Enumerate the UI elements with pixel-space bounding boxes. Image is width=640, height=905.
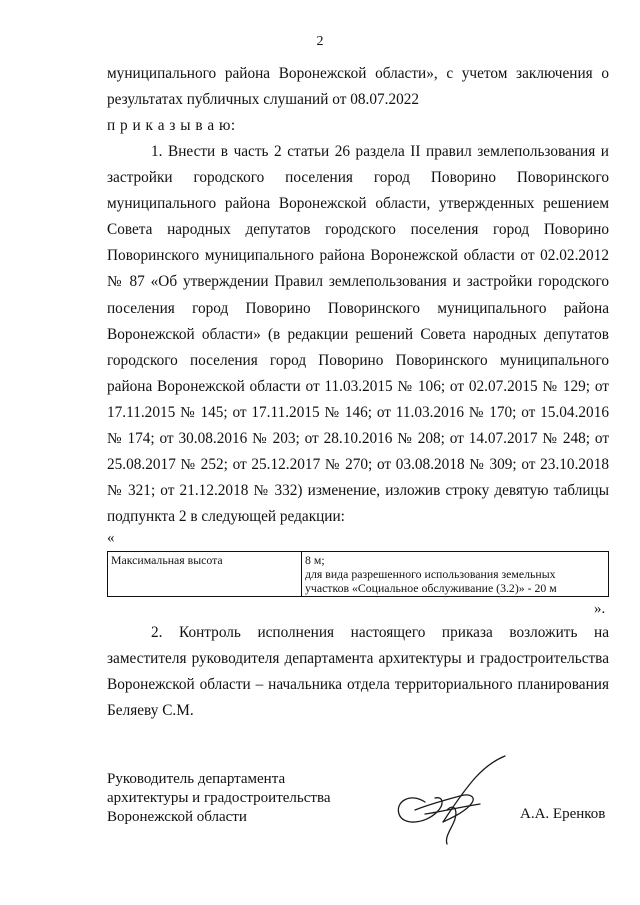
value-line: 8 м; — [305, 553, 325, 567]
text-line: заместителя руководителя департамента архитектуры и градостроительства — [107, 650, 609, 668]
position-line: Руководитель департамента — [107, 771, 286, 787]
item-1-paragraph — [107, 139, 609, 530]
table-row — [108, 552, 609, 597]
text-line: застройки городского поселения город Поворино Поворинского — [107, 169, 609, 187]
text-line: городского поселения город Поворино Поворинского муниципального — [107, 351, 609, 369]
text-line: 17.11.2015 № 145; от 17.11.2015 № 146; от 11.03.2016 № 170; от 15.04.2016 — [107, 403, 609, 421]
text-line: 1. Внести в часть 2 статьи 26 раздела II правил землепользования и — [151, 143, 609, 160]
intro-paragraph — [107, 61, 609, 113]
text-line: № 87 «Об утверждении Правил землепользования и застройки городского — [107, 273, 609, 291]
text-line: Воронежской области – начальника отдела территориального планирования — [107, 676, 609, 694]
value-line: для вида разрешенного использования земельных — [305, 567, 556, 581]
text-line: Воронежской области» (в редакции решений Совета народных депутатов — [107, 325, 609, 343]
signatory-position — [107, 770, 330, 827]
position-line: Воронежской области — [107, 809, 247, 825]
text-line: 25.08.2017 № 252; от 25.12.2017 № 270; от 03.08.2018 № 309; от 23.10.2018 — [107, 456, 609, 474]
position-line: архитектуры и градостроительства — [107, 790, 331, 806]
text-line: результатах публичных слушаний от 08.07.2022 — [107, 91, 420, 109]
handwritten-signature — [385, 752, 515, 847]
text-line: 2. Контроль исполнения настоящего приказа возложить на — [151, 624, 609, 641]
table-cell-label: Максимальная высота — [108, 552, 302, 597]
text-line: Совета народных депутатов городского поселения город Поворино — [107, 221, 609, 239]
table-cell-value — [302, 552, 609, 597]
text-line: № 174; от 30.08.2016 № 203; от 28.10.2016 № 208; от 14.07.2017 № 248; от — [107, 430, 609, 448]
order-word: п р и к а з ы в а ю: — [107, 117, 236, 134]
quote-open: « — [107, 530, 115, 546]
text-line: подпункта 2 в следующей редакции: — [107, 508, 345, 526]
text-line: Беляеву С.М. — [107, 702, 194, 720]
value-line: участков «Социальное обслуживание (3.2)» - 20 м — [305, 581, 557, 595]
height-limits-table — [107, 551, 609, 597]
page-number: 2 — [316, 34, 324, 49]
text-line: района Воронежской области от 11.03.2015 № 106; от 02.07.2015 № 129; от — [107, 377, 609, 395]
text-line: поселения город Поворино Поворинского муниципального района — [107, 299, 609, 317]
text-line: муниципального района Воронежской области», с учетом заключения о — [107, 65, 609, 82]
text-line: муниципального района Воронежской области, утвержденных решением — [107, 195, 609, 213]
quote-close: ». — [594, 601, 606, 617]
text-line: № 321; от 21.12.2018 № 332) изменение, изложив строку девятую таблицы — [107, 482, 609, 500]
signatory-name: А.А. Еренков — [520, 806, 606, 822]
text-line: Поворинского муниципального района Воронежской области от 02.02.2012 — [107, 247, 609, 265]
item-2-paragraph — [107, 620, 609, 724]
